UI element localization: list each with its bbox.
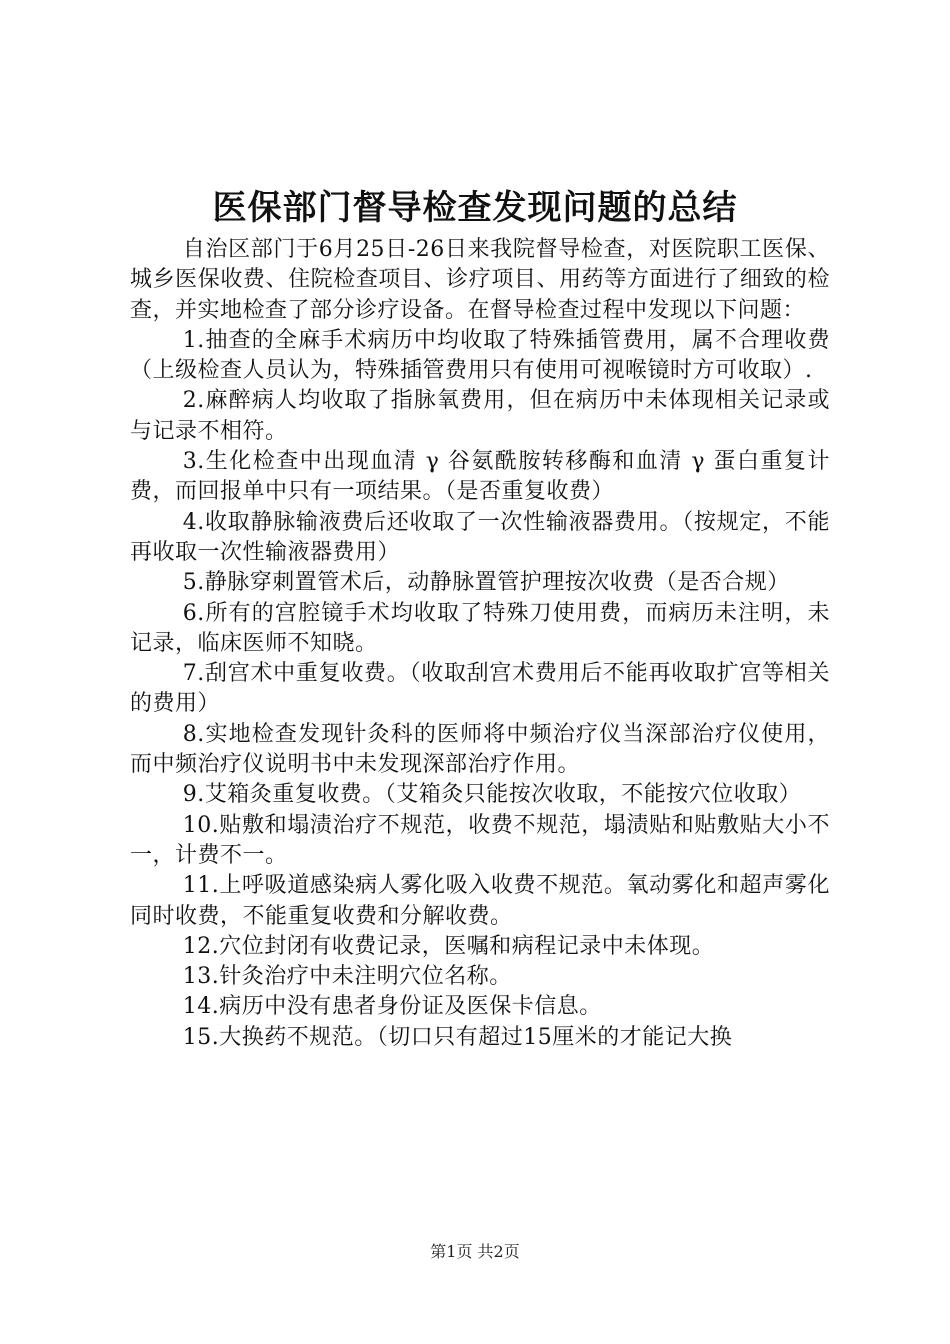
issue-item-14: 14.病历中没有患者身份证及医保卡信息。 [182, 994, 602, 1020]
issue-item-2: 2.麻醉病人均收取了指脉氧费用，但在病历中未体现相关记录或与记录不相符。 [130, 388, 830, 444]
issue-item-15: 15.大换药不规范。（切口只有超过15厘米的才能记大换 [182, 1024, 733, 1050]
page-footer: 第1页 共2页 [430, 1242, 520, 1261]
issue-item-7: 7.刮宫术中重复收费。（收取刮宫术费用后不能再收取扩宫等相关的费用） [130, 661, 830, 717]
issue-item-8: 8.实地检查发现针灸科的医师将中频治疗仪当深部治疗仪使用，而中频治疗仪说明书中未发现深部治疗作用。 [130, 721, 830, 778]
issue-item-4: 4.收取静脉输液费后还收取了一次性输液器费用。（按规定，不能再收取一次性输液器费用） [130, 509, 830, 565]
issue-item-3: 3.生化检查中出现血清 γ 谷氨酰胺转移酶和血清 γ 蛋白重复计费，而回报单中只有一项结果。（是否重复收费） [130, 449, 830, 505]
issue-item-13: 13.针灸治疗中未注明穴位名称。 [182, 964, 512, 990]
issue-item-9: 9.艾箱灸重复收费。（艾箱灸只能按次收取，不能按穴位收取） [182, 782, 802, 808]
issue-item-5: 5.静脉穿刺置管术后，动静脉置管护理按次收费（是否合规） [182, 570, 790, 596]
intro-paragraph: 自治区部门于6月25日-26日来我院督导检查，对医院职工医保、城乡医保收费、住院检查项目、诊疗项目、用药等方面进行了细致的检查，并实地检查了部分诊疗设备。在督导检查过程中发现以下问题： [130, 237, 830, 323]
document-title: 医保部门督导检查发现问题的总结 [212, 188, 738, 228]
issue-item-6: 6.所有的宫腔镜手术均收取了特殊刀使用费，而病历未注明，未记录，临床医师不知晓。 [130, 600, 830, 656]
issue-item-10: 10.贴敷和塌渍治疗不规范，收费不规范，塌渍贴和贴敷贴大小不一，计费不一。 [130, 812, 830, 868]
issue-item-1: 1.抽查的全麻手术病历中均收取了特殊插管费用，属不合理收费（上级检查人员认为，特殊插管费用只有使用可视喉镜时方可收取）. [130, 327, 830, 384]
document-body [130, 235, 830, 1053]
issue-item-12: 12.穴位封闭有收费记录，医嘱和病程记录中未体现。 [182, 933, 715, 959]
issue-item-11: 11.上呼吸道感染病人雾化吸入收费不规范。氧动雾化和超声雾化同时收费，不能重复收费和分解收费。 [130, 873, 830, 929]
